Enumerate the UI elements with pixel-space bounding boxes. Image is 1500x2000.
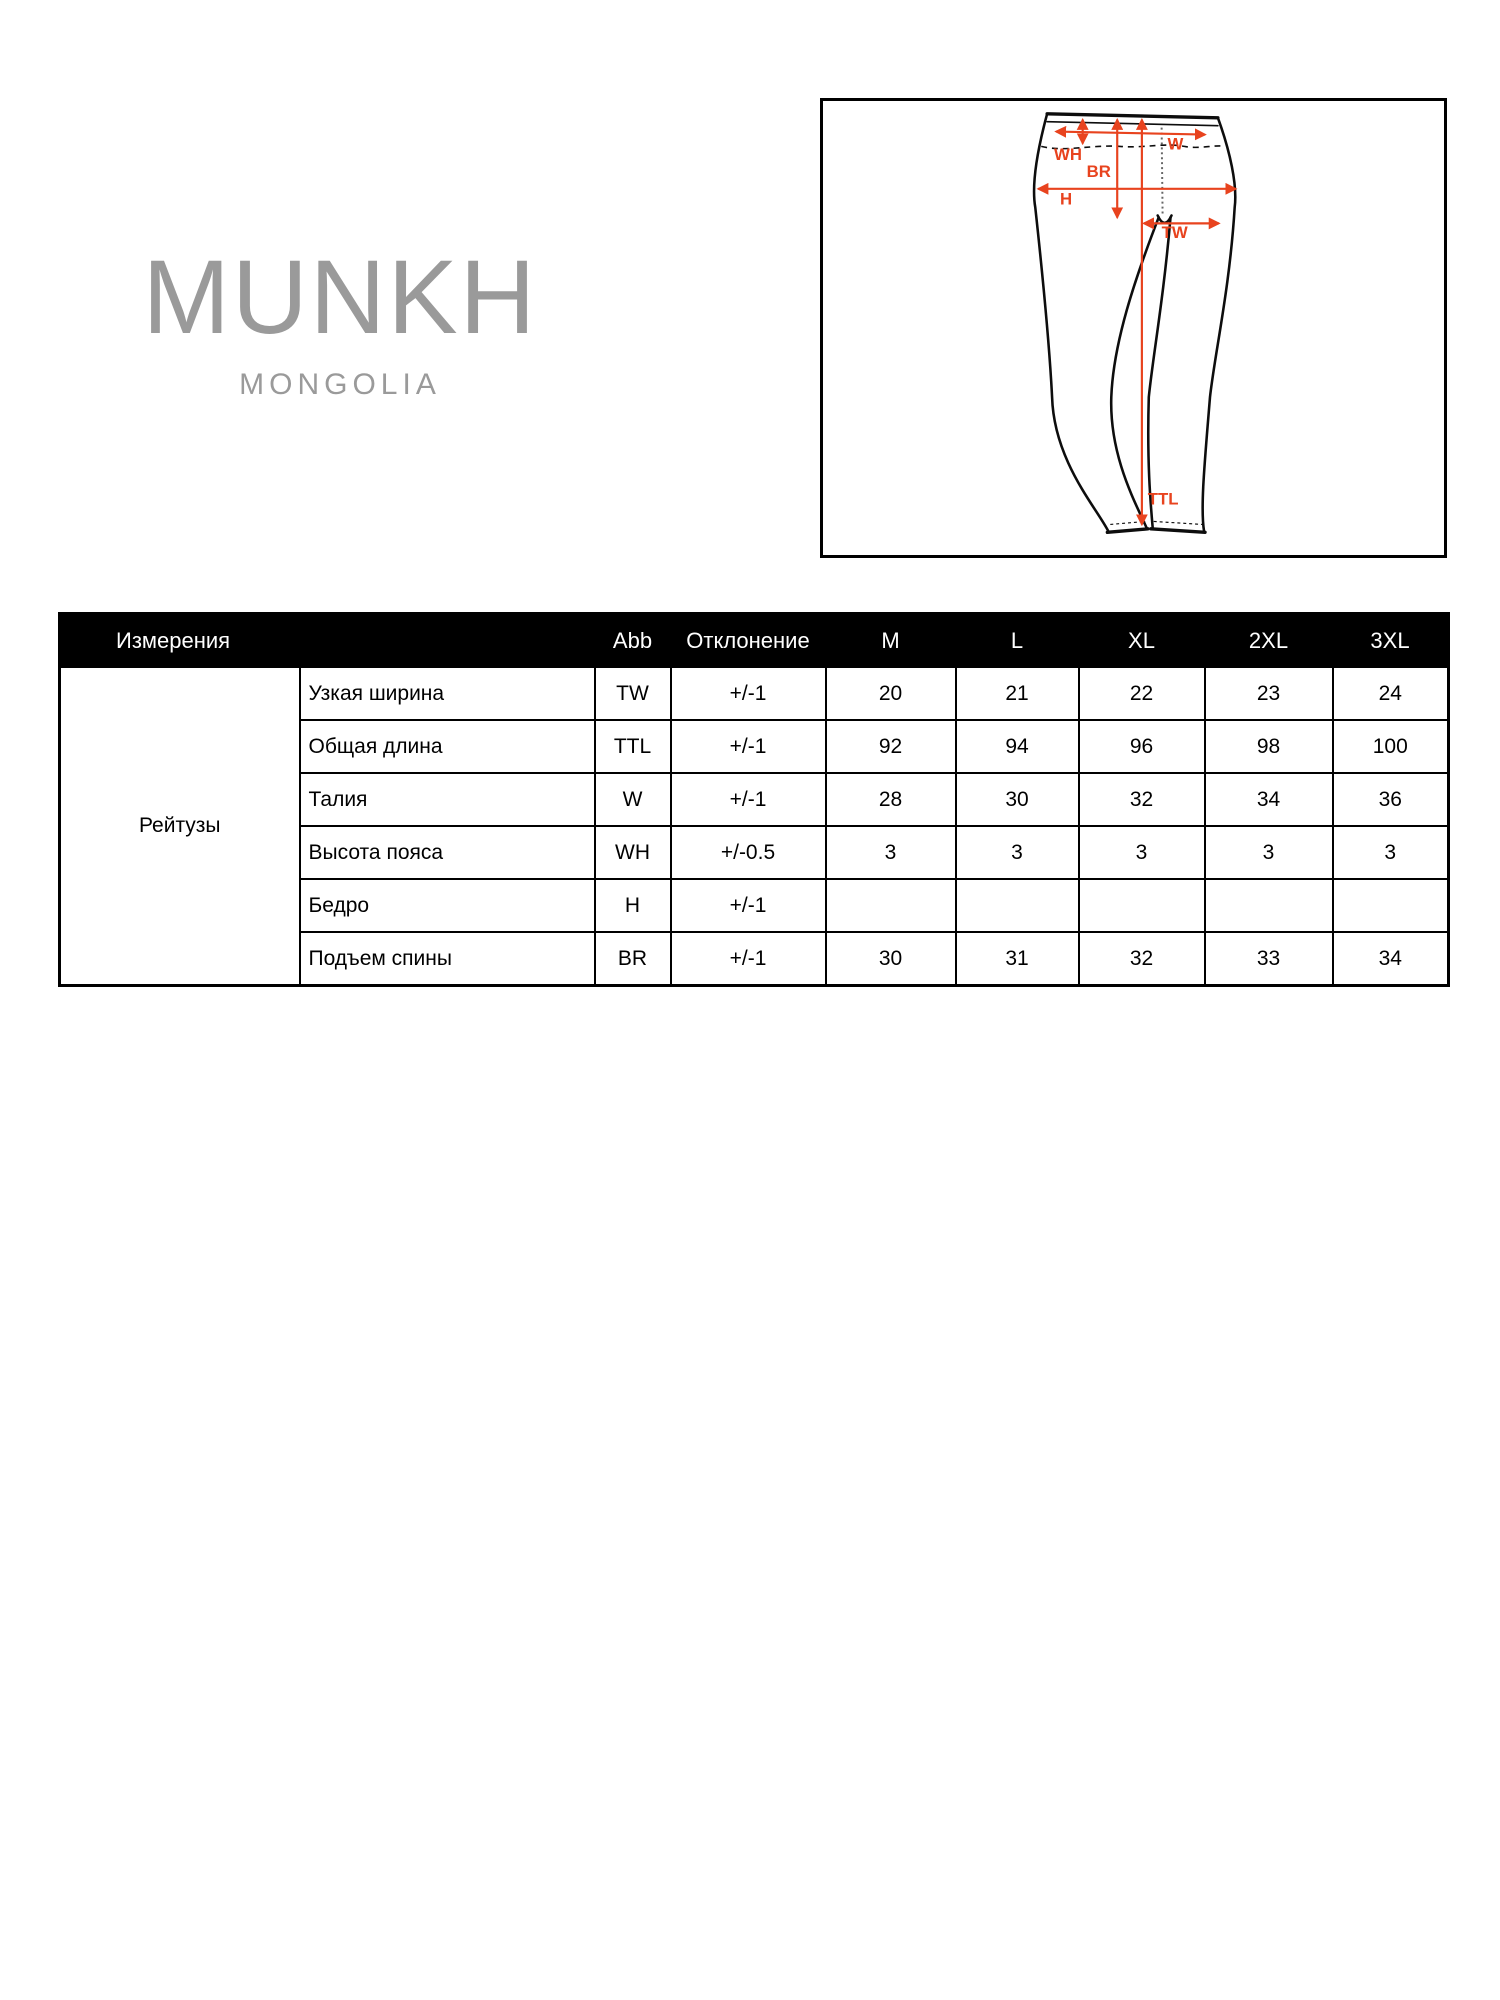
header-tolerance: Отклонение xyxy=(671,614,826,668)
value-m: 20 xyxy=(826,667,956,720)
leggings-outline xyxy=(1034,114,1235,532)
value-l: 21 xyxy=(956,667,1079,720)
measure-name: Подъем спины xyxy=(300,932,595,986)
measure-name: Талия xyxy=(300,773,595,826)
header-size-l: L xyxy=(956,614,1079,668)
value-2xl xyxy=(1205,879,1333,932)
value-xl xyxy=(1079,879,1205,932)
value-l xyxy=(956,879,1079,932)
measure-abb: WH xyxy=(595,826,671,879)
header-size-3xl: 3XL xyxy=(1333,614,1449,668)
value-2xl: 3 xyxy=(1205,826,1333,879)
value-3xl: 3 xyxy=(1333,826,1449,879)
value-2xl: 34 xyxy=(1205,773,1333,826)
value-2xl: 98 xyxy=(1205,720,1333,773)
w-label: W xyxy=(1167,134,1184,154)
value-m: 3 xyxy=(826,826,956,879)
h-label: H xyxy=(1059,189,1073,209)
value-l: 94 xyxy=(956,720,1079,773)
measure-tolerance: +/-1 xyxy=(671,667,826,720)
br-label: BR xyxy=(1086,161,1111,181)
value-2xl: 23 xyxy=(1205,667,1333,720)
brand-name: MUNKH xyxy=(142,239,538,356)
header-size-xl: XL xyxy=(1079,614,1205,668)
measure-name: Бедро xyxy=(300,879,595,932)
table-header-row xyxy=(60,614,1449,668)
measure-name: Высота пояса xyxy=(300,826,595,879)
value-xl: 96 xyxy=(1079,720,1205,773)
measure-abb: TW xyxy=(595,667,671,720)
value-m: 28 xyxy=(826,773,956,826)
value-l: 31 xyxy=(956,932,1079,986)
leggings-diagram-frame xyxy=(820,98,1447,558)
measurement-labels xyxy=(1054,134,1188,508)
measure-name: Общая длина xyxy=(300,720,595,773)
header-abb: Abb xyxy=(595,614,671,668)
value-m: 30 xyxy=(826,932,956,986)
value-l: 30 xyxy=(956,773,1079,826)
measure-abb: TTL xyxy=(595,720,671,773)
measure-abb: W xyxy=(595,773,671,826)
value-m: 92 xyxy=(826,720,956,773)
value-2xl: 33 xyxy=(1205,932,1333,986)
center-front-seam xyxy=(1162,128,1163,217)
table-row xyxy=(60,667,1449,720)
header-size-m: M xyxy=(826,614,956,668)
value-xl: 32 xyxy=(1079,773,1205,826)
value-3xl: 34 xyxy=(1333,932,1449,986)
wh-label: WH xyxy=(1054,145,1082,165)
header-measurements: Измерения xyxy=(60,614,595,668)
measure-tolerance: +/-0.5 xyxy=(671,826,826,879)
ttl-label: TTL xyxy=(1147,489,1179,509)
tw-label: TW xyxy=(1161,223,1188,243)
measure-tolerance: +/-1 xyxy=(671,879,826,932)
size-table xyxy=(58,612,1450,987)
leggings-diagram xyxy=(823,101,1444,555)
measure-abb: H xyxy=(595,879,671,932)
brand-logo xyxy=(137,239,543,401)
value-3xl xyxy=(1333,879,1449,932)
group-label: Рейтузы xyxy=(60,667,300,986)
brand-region: MONGOLIA xyxy=(239,368,441,401)
measure-tolerance: +/-1 xyxy=(671,773,826,826)
measure-tolerance: +/-1 xyxy=(671,932,826,986)
header-size-2xl: 2XL xyxy=(1205,614,1333,668)
measure-tolerance: +/-1 xyxy=(671,720,826,773)
measure-abb: BR xyxy=(595,932,671,986)
measure-name: Узкая ширина xyxy=(300,667,595,720)
value-3xl: 36 xyxy=(1333,773,1449,826)
value-m xyxy=(826,879,956,932)
value-xl: 3 xyxy=(1079,826,1205,879)
value-l: 3 xyxy=(956,826,1079,879)
value-xl: 22 xyxy=(1079,667,1205,720)
value-3xl: 100 xyxy=(1333,720,1449,773)
value-3xl: 24 xyxy=(1333,667,1449,720)
value-xl: 32 xyxy=(1079,932,1205,986)
